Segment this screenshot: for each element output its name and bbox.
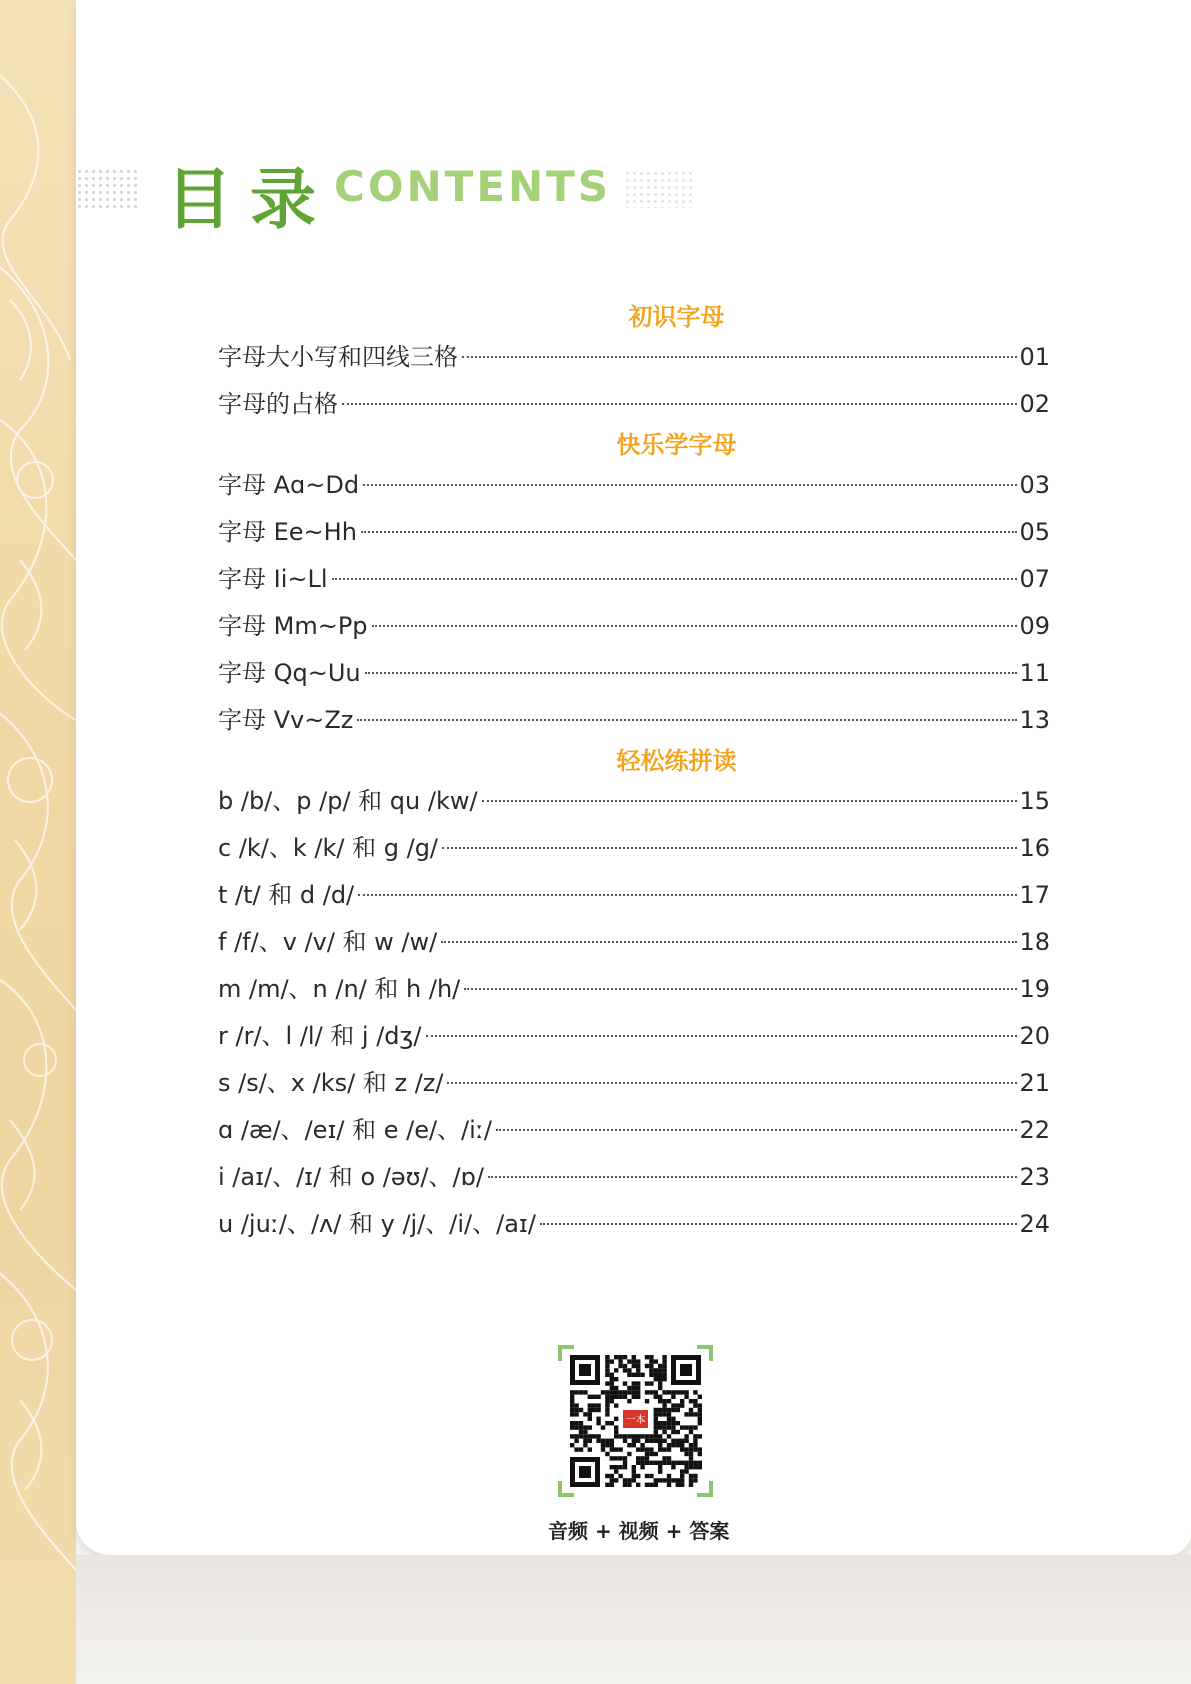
dot-leader <box>363 484 1017 486</box>
dot-leader <box>365 672 1018 674</box>
dot-leader <box>357 719 1017 721</box>
toc-entry[interactable] <box>218 1060 1050 1107</box>
toc-page-number: 05 <box>1019 518 1050 546</box>
toc-page-number: 15 <box>1019 787 1050 815</box>
dot-leader <box>441 941 1017 943</box>
toc-entry[interactable] <box>218 1201 1050 1248</box>
toc-entry[interactable] <box>218 966 1050 1013</box>
floral-pattern-icon <box>0 0 76 1684</box>
dot-leader <box>540 1223 1018 1225</box>
table-of-contents <box>218 300 1050 1248</box>
toc-entry-title: s /s/、x /ks/ 和 z /z/ <box>218 1069 444 1097</box>
toc-page-number: 19 <box>1019 975 1050 1003</box>
toc-entry-title: t /t/ 和 d /d/ <box>218 881 355 909</box>
toc-entry[interactable] <box>218 650 1050 697</box>
toc-entry[interactable] <box>218 872 1050 919</box>
toc-entry[interactable] <box>218 697 1050 744</box>
toc-entry[interactable] <box>218 603 1050 650</box>
toc-entry[interactable] <box>218 462 1050 509</box>
toc-entry[interactable] <box>218 778 1050 825</box>
section-title-3: 轻松练拼读 <box>616 747 737 775</box>
toc-entry-title: 字母 Mm~Pp <box>218 612 368 640</box>
toc-entry[interactable] <box>218 1107 1050 1154</box>
toc-entry-title: b /b/、p /p/ 和 qu /kw/ <box>218 787 478 815</box>
toc-entry-title: 字母 Qq~Uu <box>218 659 361 687</box>
qr-caption: 音频 + 视频 + 答案 <box>548 1519 730 1543</box>
toc-page-number: 16 <box>1019 834 1050 862</box>
toc-entry[interactable] <box>218 919 1050 966</box>
toc-entry-title: i /aɪ/、/ɪ/ 和 o /əʊ/、/ɒ/ <box>218 1163 484 1191</box>
toc-entry-title: r /r/、l /l/ 和 j /dʒ/ <box>218 1022 422 1050</box>
dot-leader <box>372 625 1018 627</box>
toc-page-number: 20 <box>1019 1022 1050 1050</box>
toc-page-number: 03 <box>1019 471 1050 499</box>
toc-entry-title: 字母 Ee~Hh <box>218 518 357 546</box>
dot-leader <box>464 988 1017 990</box>
dot-leader <box>342 403 1017 405</box>
toc-page-number: 07 <box>1019 565 1050 593</box>
toc-entry[interactable] <box>218 334 1050 381</box>
page-title-english: CONTENTS <box>334 162 612 211</box>
section-title-1: 初识字母 <box>628 303 725 331</box>
toc-page-number: 18 <box>1019 928 1050 956</box>
toc-entry-title: u /juː/、/ʌ/ 和 y /j/、/i/、/aɪ/ <box>218 1210 536 1238</box>
dot-leader <box>482 800 1018 802</box>
toc-page-number: 24 <box>1019 1210 1050 1238</box>
dot-leader <box>332 578 1018 580</box>
toc-entry-title: 字母大小写和四线三格 <box>218 343 458 371</box>
qr-code-icon[interactable] <box>558 1345 713 1497</box>
toc-page-number: 09 <box>1019 612 1050 640</box>
toc-entry-title: ɑ /æ/、/eɪ/ 和 e /e/、/iː/ <box>218 1116 492 1144</box>
toc-entry-title: 字母 Ii~Ll <box>218 565 328 593</box>
toc-page-number: 21 <box>1019 1069 1050 1097</box>
dot-leader <box>442 847 1017 849</box>
toc-entry[interactable] <box>218 381 1050 428</box>
toc-page-number: 23 <box>1019 1163 1050 1191</box>
dot-leader <box>358 894 1017 896</box>
toc-entry[interactable] <box>218 509 1050 556</box>
toc-page-number: 11 <box>1019 659 1050 687</box>
dot-leader <box>496 1129 1017 1131</box>
decorative-side-band <box>0 0 76 1684</box>
toc-page-number: 22 <box>1019 1116 1050 1144</box>
qr-logo-text: 一本 <box>625 1415 646 1426</box>
toc-page-number: 17 <box>1019 881 1050 909</box>
toc-entry-title: 字母 Vv~Zz <box>218 706 354 734</box>
page-bottom-shade <box>76 1555 1191 1684</box>
dot-leader <box>361 531 1018 533</box>
page-title: 目录 <box>166 161 334 238</box>
toc-entry-title: 字母的占格 <box>218 390 338 418</box>
contents-header <box>76 150 696 240</box>
toc-page-number: 01 <box>1019 343 1050 371</box>
toc-page-number: 02 <box>1019 390 1050 418</box>
toc-entry[interactable] <box>218 1013 1050 1060</box>
toc-entry-title: 字母 Aɑ~Dd <box>218 471 360 499</box>
dot-leader <box>447 1082 1017 1084</box>
toc-entry-title: f /f/、v /v/ 和 w /w/ <box>218 928 438 956</box>
toc-entry-title: c /k/、k /k/ 和 g /g/ <box>218 834 439 862</box>
toc-entry[interactable] <box>218 1154 1050 1201</box>
dot-leader <box>462 356 1017 358</box>
section-title-2: 快乐学字母 <box>616 431 737 459</box>
dot-leader <box>488 1176 1018 1178</box>
toc-entry[interactable] <box>218 556 1050 603</box>
dot-leader <box>426 1035 1018 1037</box>
dotted-decoration-right <box>624 170 696 208</box>
toc-entry[interactable] <box>218 825 1050 872</box>
toc-page-number: 13 <box>1019 706 1050 734</box>
dotted-decoration-left <box>76 168 138 210</box>
toc-entry-title: m /m/、n /n/ 和 h /h/ <box>218 975 461 1003</box>
